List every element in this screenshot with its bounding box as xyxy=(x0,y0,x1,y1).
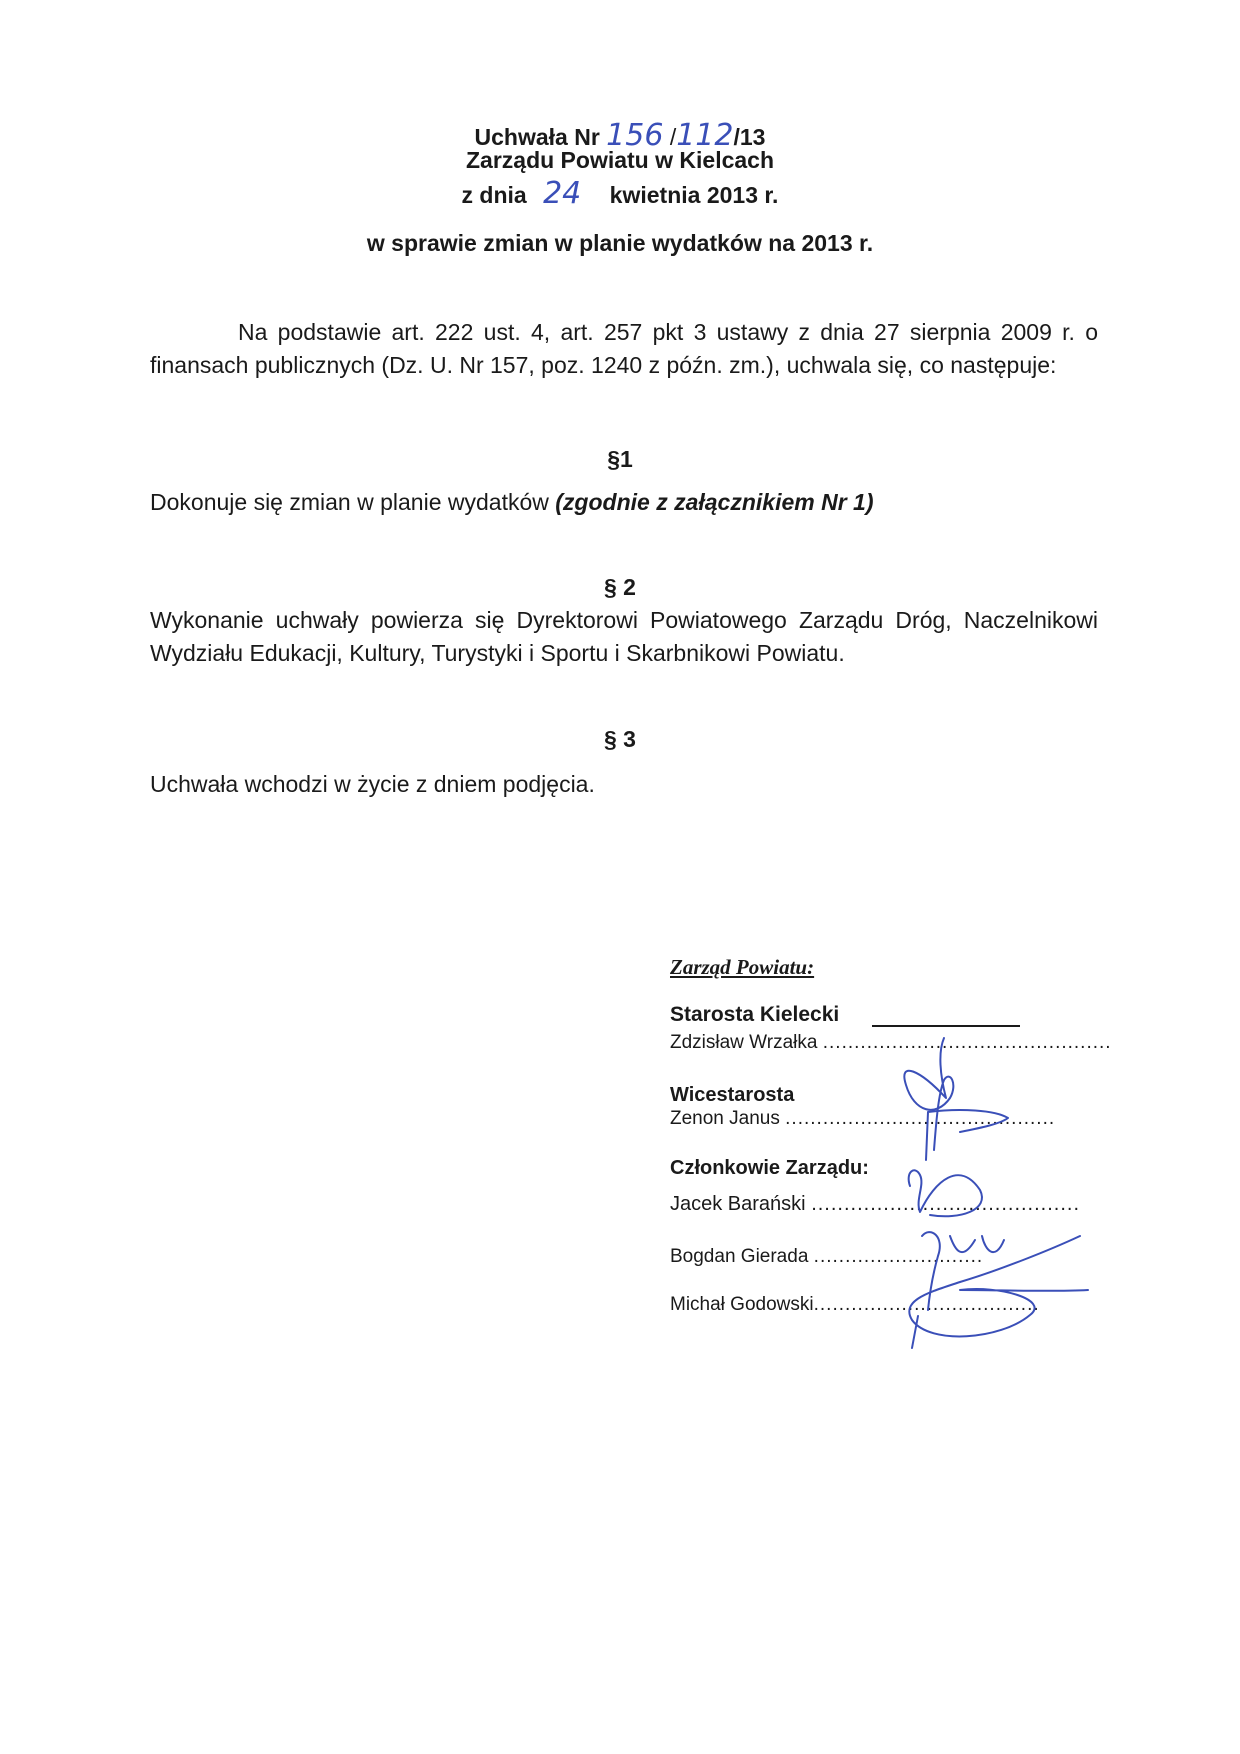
signature-dots: ......................................... xyxy=(811,1193,1081,1215)
handwritten-session-number: 112 xyxy=(676,118,734,153)
section-1-heading: §1 xyxy=(607,446,633,472)
signature-dots: .............................................. xyxy=(822,1032,1112,1053)
handwritten-day: 24 xyxy=(543,176,582,211)
board-members-role: Członkowie Zarządu: xyxy=(670,1157,869,1179)
handwritten-number: 156 xyxy=(606,118,664,153)
section-2-heading: § 2 xyxy=(604,574,636,600)
resolution-title-prefix: Uchwała Nr xyxy=(474,124,600,150)
wicestarosta-name: Zenon Janus xyxy=(670,1108,780,1129)
member-2-name-line xyxy=(670,1246,983,1268)
resolution-subject: w sprawie zmian w planie wydatków na 2013 r. xyxy=(366,230,874,256)
starosta-name-line xyxy=(670,1032,1112,1054)
member-1-name: Jacek Barański xyxy=(670,1193,806,1215)
starosta-role: Starosta Kielecki xyxy=(670,1003,840,1026)
date-prefix: z dnia xyxy=(461,182,527,208)
signature-dots: .................................... xyxy=(813,1294,1040,1315)
date-suffix: kwietnia 2013 r. xyxy=(609,182,779,208)
number-separator: / xyxy=(669,124,677,150)
member-2-name: Bogdan Gierada xyxy=(670,1246,809,1267)
section-1-body: Dokonuje się zmian w planie wydatków xyxy=(150,489,556,515)
wicestarosta-role: Wicestarosta xyxy=(670,1084,795,1106)
section-1-text xyxy=(150,486,1098,519)
member-1-name-line xyxy=(670,1193,1080,1216)
date-line xyxy=(0,176,1240,211)
year-suffix: /13 xyxy=(733,124,766,150)
authority-line: Zarządu Powiatu w Kielcach xyxy=(465,147,775,173)
preamble-paragraph: Na podstawie art. 222 ust. 4, art. 257 pkt 3 ustawy z dnia 27 sierpnia 2009 r. o finansach publicznych (Dz. U. Nr 157, poz. 1240 z późn. zm.), uchwala się, co następuje: xyxy=(150,319,1098,378)
signature-dots: ........................... xyxy=(813,1246,984,1267)
member-3-name-line xyxy=(670,1294,1040,1316)
member-3-name: Michał Godowski xyxy=(670,1294,814,1315)
section-2-text: Wykonanie uchwały powierza się Dyrektorowi Powiatowego Zarządu Dróg, Naczelnikowi Wydziału Edukacji, Kultury, Turystyki i Sportu i Skarbnikowi Powiatu. xyxy=(150,607,1098,666)
starosta-name: Zdzisław Wrzałka xyxy=(670,1032,818,1053)
signature-dots: ........................................... xyxy=(785,1108,1056,1129)
section-3-text: Uchwała wchodzi w życie z dniem podjęcia. xyxy=(150,771,595,797)
section-3-heading: § 3 xyxy=(604,726,636,752)
board-heading: Zarząd Powiatu: xyxy=(670,955,815,979)
section-1-attachment-reference: (zgodnie z załącznikiem Nr 1) xyxy=(555,489,874,515)
wicestarosta-name-line xyxy=(670,1108,1055,1130)
signature-starosta xyxy=(904,1038,953,1150)
signature-line xyxy=(872,1025,1020,1027)
